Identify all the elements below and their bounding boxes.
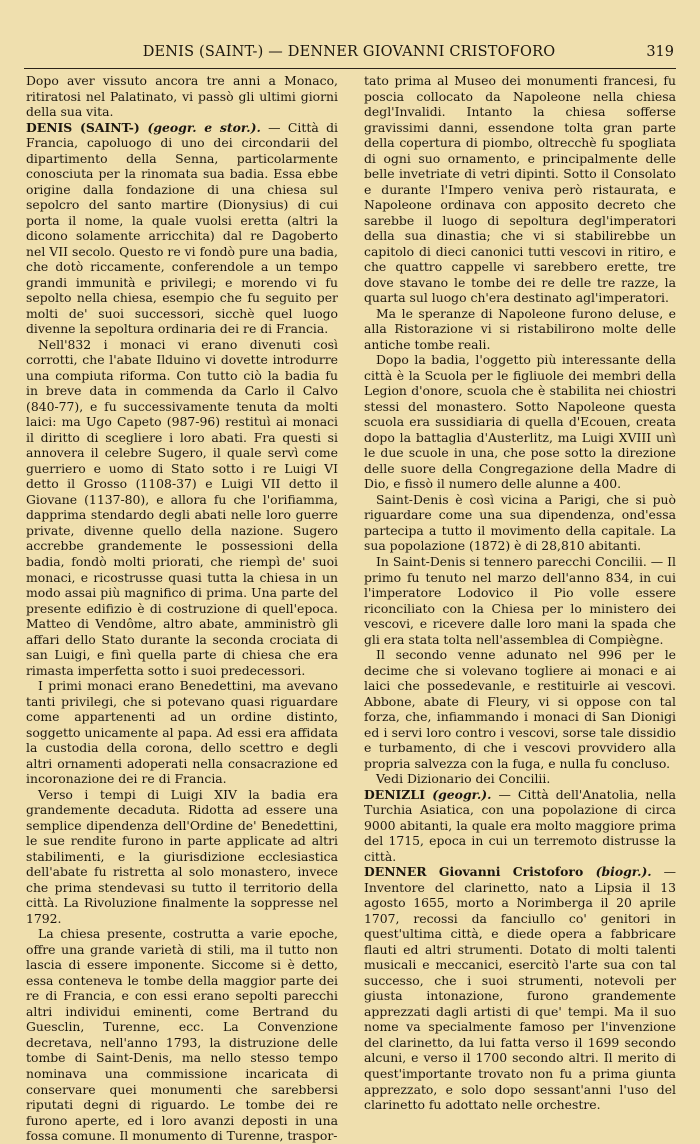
paragraph: Vedi Dizionario dei Concilii. xyxy=(376,771,551,787)
paragraph: Il secondo venne adunato nel 996 per le decime che si volevano togliere ai monaci e ai laici che possedevanle, e restituirle ai vescovi. Abbone, abate di Fleury, vi si oppose con tal forza, che, infiammando i monaci di San Dionigi ed i servi loro contro i vescovi, sorse tale dissidio e turbamento, di che i vescovi provvidero alla propria salvezza con la fuga, e nulla fu concluso. xyxy=(364,647,676,771)
entry-denizli: DENIZLI (geogr.). — Città dell'Anatolia, nella Turchia Asiatica, con una popolazione di circa 9000 abitanti, la quale era molto maggiore prima del 1715, epoca in cui un terremoto distrusse la città. xyxy=(364,786,676,864)
running-header xyxy=(24,40,674,68)
header-rule xyxy=(24,68,676,69)
paragraph: Dopo la badia, l'oggetto più interessante della città è la Scuola per le figliuole dei membri della Legion d'onore, scuola che è stabilita nei chiostri stessi del monastero. Sotto Napoleone questa scuola era sussidiaria di quella d'Ecouen, creata dopo la battaglia d'Austerlitz, ma Luigi XVIII unì le due scuole in una, che pose sotto la direzione delle suore della Congregazione della Madre di Dio, e fissò il numero delle alunne a 400. xyxy=(364,352,676,492)
paragraph: Dopo aver vissuto ancora tre anni a Monaco, ritiratosi nel Palatinato, vi passò gli ultimi giorni della sua vita. xyxy=(26,73,338,120)
paragraph: Verso i tempi di Luigi XIV la badia era grandemente decaduta. Ridotta ad essere una semplice dipendenza dell'Ordine de' Benedettini, le sue rendite furono in parte applicate ad altri stabilimenti, e la giurisdizione ecclesiastica dell'abate fu ristretta al solo monastero, invece che prima stendevasi su tutto il territorio della città. La Rivoluzione finalmente la soppresse nel 1792. xyxy=(26,786,338,926)
paragraph: Saint-Denis è così vicina a Parigi, che si può riguardare come una sua dipendenza, ond'essa partecipa a tutto il movimento della capitale. La sua popolazione (1872) è di 28,810 abitanti. xyxy=(364,491,676,554)
paragraph: Ma le speranze di Napoleone furono deluse, e alla Ristorazione vi si ristabilirono molte delle antiche tombe reali. xyxy=(364,305,676,352)
paragraph: tato prima al Museo dei monumenti francesi, fu poscia collocato da Napoleone nella chiesa degl'Invalidi. Intanto la chiesa sofferse gravissimi danni, essendone tolta gran parte della copertura di piombo, oltrecchè fu spogliata di ogni suo ornamento, e principalmente delle belle invetriate di vetri dipinti. Sotto il Consolato e durante l'Impero veniva però ristaurata, e Napoleone ordinava con apposito decreto che sarebbe il luogo di sepoltura degl'imperatori della sua dinastia; che vi si stabilirebbe un capitolo di dieci canonici tutti vescovi in ritiro, e che quattro cappelle vi sarebbero erette, tre dove stavano le tombe dei re delle tre razze, la quarta sul luogo ch'era destinato agl'imperatori. xyxy=(364,73,676,306)
page-number: 319 xyxy=(646,44,674,60)
left-column xyxy=(26,73,338,1144)
entry-denis: DENIS (SAINT-) (geogr. e stor.). — Città di Francia, capoluogo di uno dei circondarii del dipartimento della Senna, particolarmente conosciuta per la rinomata sua badia. Essa ebbe origine dalla fondazione di una chiesa sul sepolcro del santo martire (Dionysius) di cui porta il nome, la quale vuolsi eretta (altri la dicono solamente arricchita) dal re Dagoberto nel VII secolo. Questo re vi fondò pure una badia, che dotò riccamente, conferendole a un tempo grandi immunità e privilegi; e morendo vi fu sepolto nella chiesa, esempio che fu seguito per molti de' suoi successori, sicchè quel luogo divenne la sepoltura ordinaria dei re di Francia. xyxy=(26,119,338,337)
paragraph: La chiesa presente, costrutta a varie epoche, offre una grande varietà di stili, ma il tutto non lascia di essere imponente. Siccome si è detto, essa conteneva le tombe della maggior parte dei re di Francia, e con essi erano sepolti parecchi altri individui eminenti, come Bertrand du Guesclin, Turenne, ecc. La Convenzione decretava, nell'anno 1793, la distruzione delle tombe di Saint-Denis, ma nello stesso tempo nominava una commissione incaricata di conservare quei monumenti che sarebbersi riputati degni di riguardo. Le tombe dei re furono aperte, ed i loro avanzi deposti in una fossa comune. Il monumento di Turenne, traspor- xyxy=(26,926,338,1144)
entry-headword: DENIS (SAINT-) xyxy=(26,119,140,135)
header-title: DENIS (SAINT-) — DENNER GIOVANNI CRISTOFORO xyxy=(142,44,556,60)
entry-denner: DENNER Giovanni Cristoforo (biogr.). — Inventore del clarinetto, nato a Lipsia il 13 agosto 1655, morto a Norimberga il 20 aprile 1707, recossi da fanciullo co' genitori in quest'ultima città, e diede opera a fabbricare flauti ed altri strumenti. Dotato di molti talenti musicali e meccanici, esercitò l'arte sua con tal successo, che i suoi strumenti, notevoli per giusta intonazione, furono grandemente apprezzati dagli artisti di que' tempi. Ma il suo nome va specialmente famoso per l'invenzione del clarinetto, da lui fatta verso il 1699 secondo alcuni, e verso il 1700 secondo altri. Il merito di quest'importante trovato non fu a prima giunta apprezzato, e solo dopo sessant'anni l'uso del clarinetto fu adottato nelle orchestre. xyxy=(364,864,676,1113)
right-column xyxy=(364,73,676,1113)
paragraph: In Saint-Denis si tennero parecchi Concilii. — Il primo fu tenuto nel marzo dell'anno 834, in cui l'imperatore Lodovico il Pio volle essere riconciliato con la Chiesa per lo ministero dei vescovi, e ricevere dalle loro mani la spada che gli era stata tolta nell'assemblea di Compiègne. xyxy=(364,553,676,647)
entry-headword: DENNER Giovanni Cristoforo xyxy=(364,864,584,880)
paragraph: Nell'832 i monaci vi erano divenuti così corrotti, che l'abate Ilduino vi dovette introdurre una compiuta riforma. Con tutto ciò la badia fu in breve data in commenda da Carlo il Calvo (840-77), e fu successivamente tenuta da molti laici: ma Ugo Capeto (987-96) restituì ai monaci il diritto di scegliere i loro abati. Fra questi si annovera il celebre Sugero, il quale servì come guerriero e uomo di Stato sotto i re Luigi VI detto il Grosso (1108-37) e Luigi VII detto il Giovane (1137-80), e allora fu che l'orifiamma, dapprima stendardo degli abati nelle loro guerre private, divenne quello della nazione. Sugero accrebbe grandemente le possessioni della badia, fondò molti priorati, che riempì de' suoi monaci, e ricostrusse quasi tutta la chiesa in un modo assai più magnifico di prima. Una parte del presente edifizio è di costruzione di quell'epoca. Matteo di Vendôme, altro abate, amministrò gli affari dello Stato durante la seconda crociata di san Luigi, e finì quella parte di chiesa che era rimasta imperfetta sotto i suoi predecessori. xyxy=(26,336,338,678)
entry-category: (biogr.). xyxy=(583,864,652,880)
entry-category: (geogr. e stor.). xyxy=(139,119,261,135)
paragraph: I primi monaci erano Benedettini, ma avevano tanti privilegi, che si potevano quasi riguardare come appartenenti ad un ordine distinto, soggetto unicamente al papa. Ad essi era affidata la custodia della corona, dello scettro e degli altri ornamenti adoperati nella consacrazione ed incoronazione dei re di Francia. xyxy=(26,678,338,787)
entry-category: (geogr.). xyxy=(424,786,492,802)
entry-headword: DENIZLI xyxy=(364,786,425,802)
